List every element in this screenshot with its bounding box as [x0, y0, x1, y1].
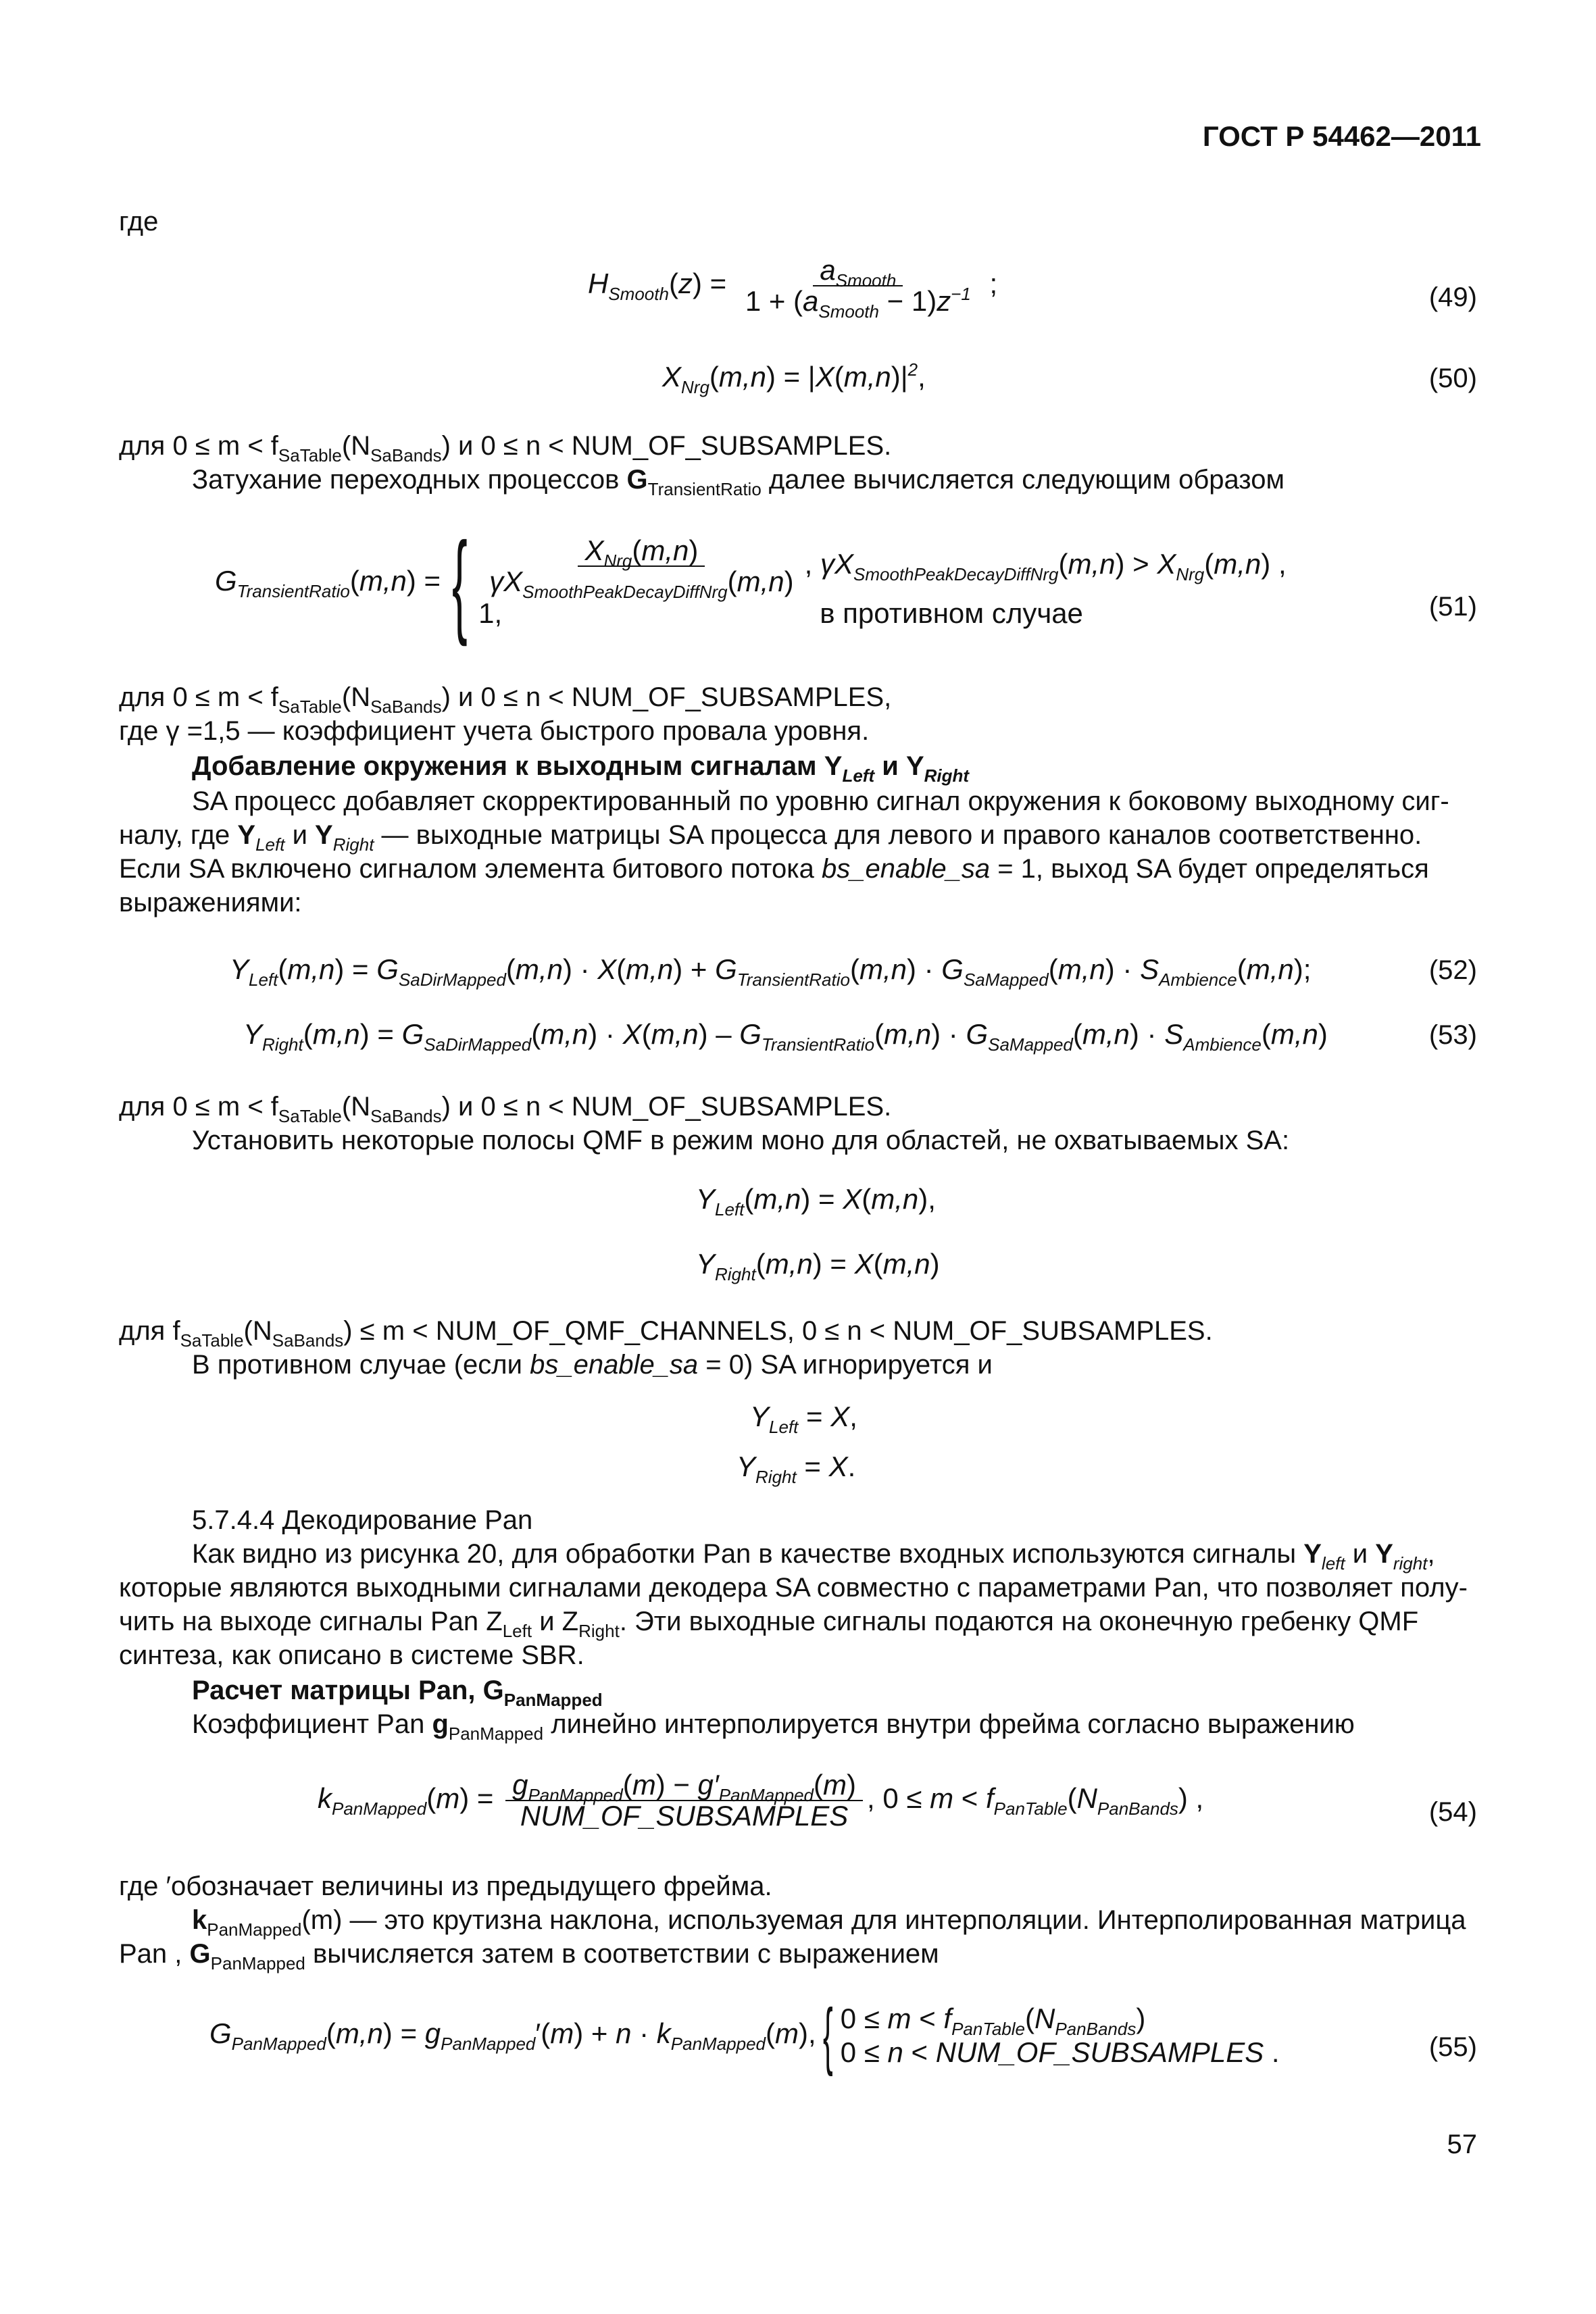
section-heading: 5.7.4.4 Декодирование Pan: [192, 1505, 533, 1535]
where-label: где: [119, 207, 159, 236]
equation-51: $G_{TransientRatio}(m,n)$ = { $\frac{X_{Nrg}(m,n)}{\gamma X_{SmoothPeakDecayDiffNrg}(m,n)}$ , $\gamma X_{SmoothPeakDecayDiffNrg}(m,n) > X_{Nrg}(m,n)$ , 1, в противном случае: [215, 519, 1287, 647]
equation-number-54: (54): [1428, 1797, 1477, 1827]
pan-paragraph-line-1: Как видно из рисунка 20, для обработки Pan в качестве входных используются сигналы $Y_{left}$ и $Y_{right}$,: [192, 1539, 1435, 1574]
equation-number-55: (55): [1428, 2032, 1477, 2062]
range-condition-50: для $0 \le m < f_{SaTable}(N_{SaBands})$ и 0 ≤ n < NUM_OF_SUBSAMPLES.: [119, 431, 892, 466]
equation-number-51: (51): [1428, 592, 1477, 622]
pan-paragraph-line-2: которые являются выходными сигналами декодера SA совместно с параметрами Pan, что позволяет полу-: [119, 1573, 1468, 1603]
else-text: В противном случае (если bs_enable_sa = 0) SA игнорируется и: [192, 1350, 993, 1380]
gamma-note: где γ =1,5 — коэффициент учета быстрого провала уровня.: [119, 716, 870, 746]
qmf-mono-text: Установить некоторые полосы QMF в режим моно для областей, не охватываемых SA:: [192, 1126, 1290, 1155]
equation-49: $H_{Smooth}(z)$ = $\frac{a_{Smooth}}{1 + (a_{Smooth} - 1)z^{-1}}$ ;: [588, 254, 998, 322]
equation-52: $Y_{Left}(m,n) = G_{SaDirMapped}(m,n) \cdot X(m,n) + G_{TransientRatio}(m,n) \cdot G_{SaMapped}(m,n) \cdot S_{Ambience}(m,n)$;: [230, 953, 1312, 990]
equation-55: $G_{PanMapped}(m,n) = g_{PanMapped}'(m) + n \cdot k_{PanMapped}(m)$, { $0 \le m < f_{PanTable}(N_{PanBands})$ 0 ≤ n < NUM_OF_SUBSAMPLES .: [209, 1994, 1280, 2077]
prime-note: где ′обозначает величины из предыдущего фрейма.: [119, 1871, 772, 1901]
equation-y-left-mono: $Y_{Left}(m,n) = X(m,n)$,: [696, 1183, 936, 1219]
pan-coefficient-text: Коэффициент Pan $g_{PanMapped}$ линейно интерполируется внутри фрейма согласно выражению: [192, 1709, 1355, 1744]
range-condition-53: для $0 \le m < f_{SaTable}(N_{SaBands})$ и 0 ≤ n < NUM_OF_SUBSAMPLES.: [119, 1092, 892, 1126]
range-condition-51: для $0 \le m < f_{SaTable}(N_{SaBands})$ и 0 ≤ n < NUM_OF_SUBSAMPLES,: [119, 682, 892, 717]
equation-number-53: (53): [1428, 1020, 1477, 1050]
ambience-heading: Добавление окружения к выходным сигналам $Y_{Left}$ и $Y_{Right}$: [192, 751, 970, 786]
slope-text: $k_{PanMapped}(m)$ — это крутизна наклона, используемая для интерполяции. Интерполированная матрица: [192, 1905, 1466, 1940]
sa-paragraph-line-2: налу, где $Y_{Left}$ и $Y_{Right}$ — выходные матрицы SA процесса для левого и правого каналов соответственно.: [119, 820, 1422, 855]
interpolated-matrix-text: Pan , $G_{PanMapped}$ вычисляется затем в соответствии с выражением: [119, 1939, 939, 1973]
equation-number-50: (50): [1428, 363, 1477, 393]
equation-number-49: (49): [1428, 282, 1477, 312]
sa-paragraph-line-3: Если SA включено сигналом элемента битового потока bs_enable_sa = 1, выход SA будет определяться: [119, 854, 1429, 884]
pan-paragraph-line-4: синтеза, как описано в системе SBR.: [119, 1640, 584, 1670]
transient-intro: Затухание переходных процессов $G_{TransientRatio}$ далее вычисляется следующим образом: [192, 465, 1285, 499]
equation-53: $Y_{Right}(m,n) = G_{SaDirMapped}(m,n) \cdot X(m,n) - G_{TransientRatio}(m,n) \cdot G_{SaMapped}(m,n) \cdot S_{Ambience}(m,n)$: [243, 1018, 1328, 1055]
equation-50: $X_{Nrg}(m,n) = |X(m,n)|^2$,: [662, 359, 926, 397]
sa-paragraph-line-1: SA процесс добавляет скорректированный по уровню сигнал окружения к боковому выходному сиг-: [192, 786, 1449, 816]
page-header: ГОСТ Р 54462—2011: [1202, 120, 1481, 152]
equation-54: $k_{PanMapped}(m)$ = $\frac{g_{PanMapped}(m) - g'_{PanMapped}(m)}{\text{NUM\_OF\_SUBSAMPLES}}$ , $0 \le m < f_{PanTable}(N_{PanBands})$ ,: [318, 1769, 1204, 1832]
page-number: 57: [1447, 2130, 1477, 2159]
equation-y-right-bypass: $Y_{Right} = X$.: [737, 1451, 856, 1487]
equation-number-52: (52): [1428, 955, 1477, 985]
sa-paragraph-line-4: выражениями:: [119, 888, 302, 917]
pan-matrix-heading: Расчет матрицы Pan, $G_{PanMapped}$: [192, 1676, 603, 1710]
equation-y-right-mono: $Y_{Right}(m,n) = X(m,n)$: [696, 1248, 940, 1284]
equation-y-left-bypass: $Y_{Left} = X$,: [750, 1401, 857, 1437]
pan-paragraph-line-3: чить на выходе сигналы Pan $Z_{Left}$ и $Z_{Right}$. Эти выходные сигналы подаются на оконечную гребенку QMF: [119, 1607, 1419, 1641]
range-condition-qmf: для $f_{SaTable}(N_{SaBands}) \le m$ < NUM_OF_QMF_CHANNELS, 0 ≤ n < NUM_OF_SUBSAMPLES.: [119, 1316, 1213, 1351]
